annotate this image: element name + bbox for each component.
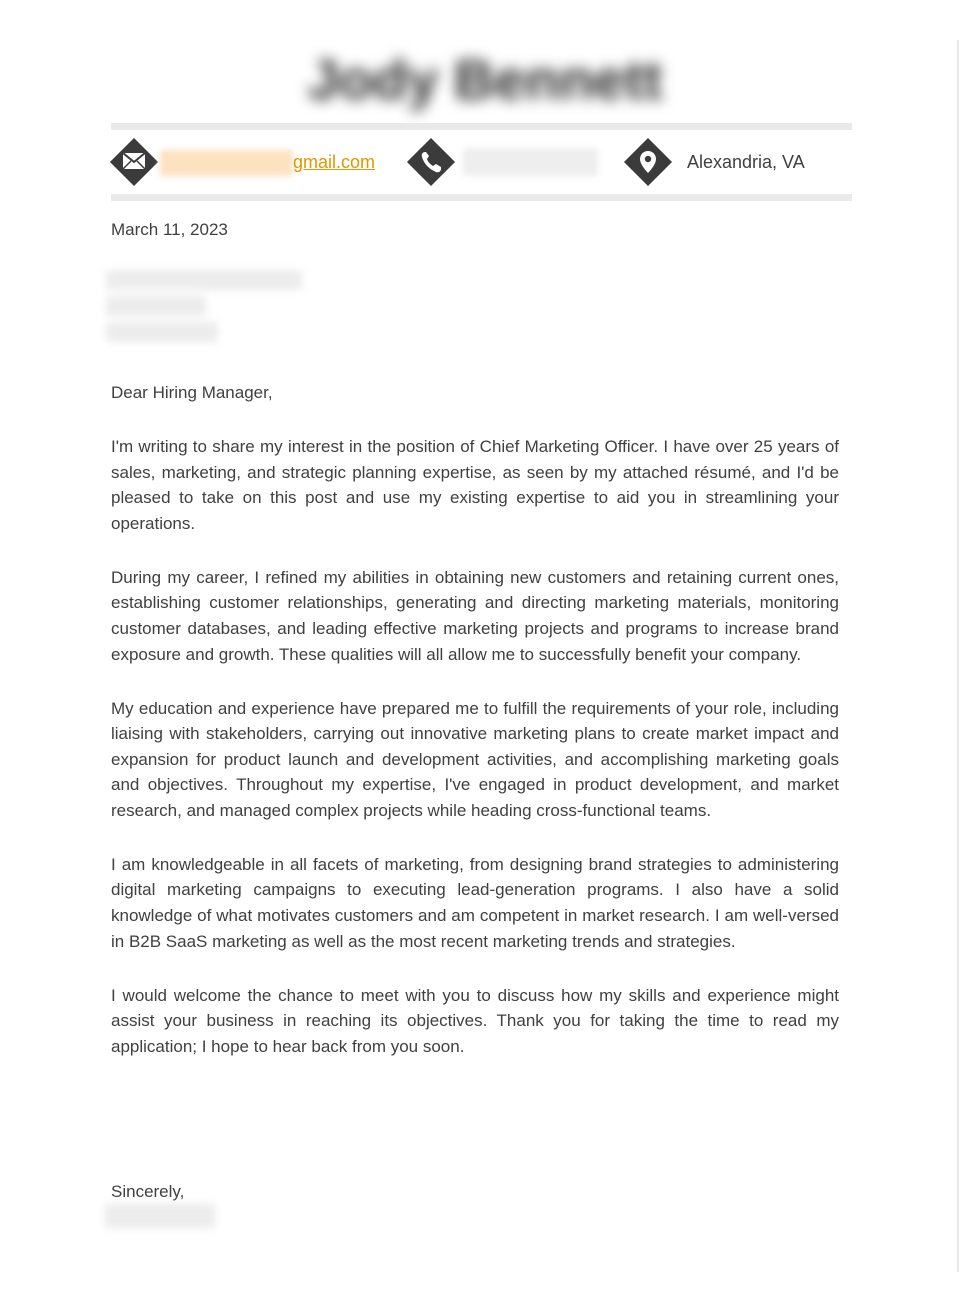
- location-pin-icon: [624, 148, 672, 176]
- paragraph-1: I'm writing to share my interest in the position of Chief Marketing Officer. I have over 25 years of sales, marketing, and strategic planning expertise, as seen by my attached résumé, and I'd be pleased to take on this post and use my existing expertise to aid you in streamlining your operations.: [111, 437, 839, 533]
- closing: Sincerely,: [111, 1182, 185, 1201]
- paragraph-3: My education and experience have prepared me to fulfill the requirements of your role, including liaising with stakeholders, carrying out innovative marketing plans to create market impact and expansion for product launch and development activities, and accomplishing marketing goals and objectives. Throughout my expertise, I've engaged in product development, and market research, and managed complex projects while heading cross-functional teams.: [111, 698, 839, 820]
- phone-redacted: [463, 148, 598, 176]
- email-link[interactable]: gmail.com: [293, 152, 376, 172]
- salutation: Dear Hiring Manager,: [111, 383, 273, 402]
- applicant-name: Jody Bennett: [307, 48, 663, 111]
- envelope-icon: [110, 148, 158, 176]
- email-redacted: [160, 150, 293, 176]
- signature-redacted: [105, 1204, 215, 1228]
- page-edge: [957, 40, 959, 1272]
- paragraph-5: I would welcome the chance to meet with you to discuss how my skills and experience might assist your business in reaching its objectives. Thank you for taking the time to read my application; I hope to hear back from you soon.: [111, 985, 839, 1056]
- paragraph-2: During my career, I refined my abilities in obtaining new customers and retaining current ones, establishing customer relationships, generating and directing marketing materials, monitoring customer databases, and leading effective marketing projects and programs to increase brand exposure and growth. These qualities will all allow me to successfully benefit your company.: [111, 567, 839, 664]
- letter-date: March 11, 2023: [111, 220, 228, 239]
- recipient-address-redacted: [106, 270, 302, 348]
- location-text: Alexandria, VA: [687, 152, 805, 172]
- phone-icon: [407, 148, 455, 176]
- paragraph-4: I am knowledgeable in all facets of marketing, from designing brand strategies to administering digital marketing campaigns to executing lead-generation programs. I also have a solid knowledge of what motivates customers and am competent in market research. I am well-versed in B2B SaaS marketing as well as the most recent marketing trends and strategies.: [111, 854, 839, 951]
- contact-row: [0, 130, 960, 194]
- letter-body: [111, 434, 839, 1088]
- header-bottom-rule: [111, 194, 852, 201]
- header-top-rule: [111, 123, 852, 130]
